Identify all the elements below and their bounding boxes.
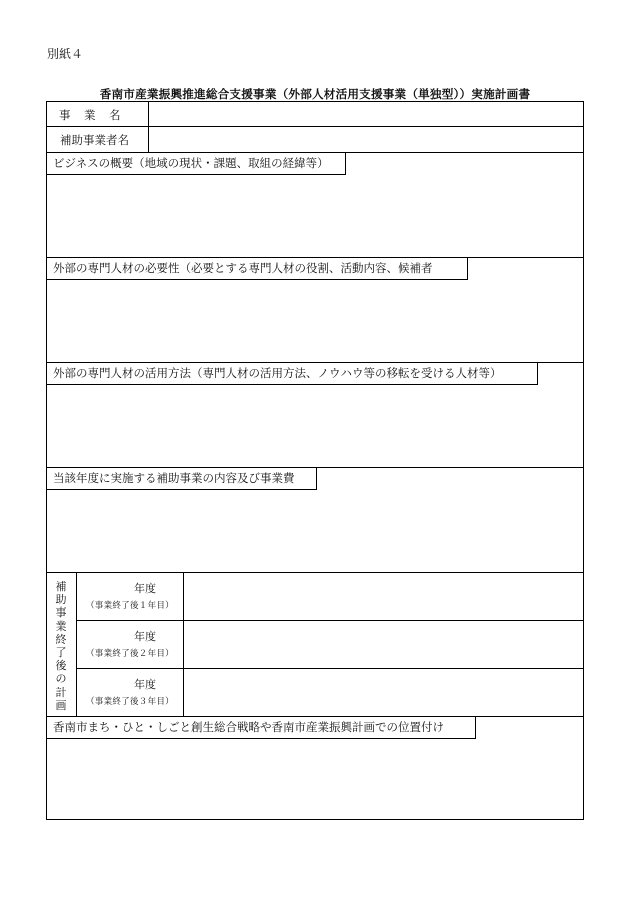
plan-year-3: 年度 bbox=[134, 678, 156, 691]
document-title: 香南市産業振興推進総合支援事業（外部人材活用支援事業（単独型））実施計画書 bbox=[99, 87, 531, 101]
field-label-applicant: 補助事業者名 bbox=[60, 133, 129, 147]
plan-year-2: 年度 bbox=[134, 630, 156, 643]
section-strategy-positioning: 香南市まち・ひと・しごと創生総合戦略や香南市産業振興計画での位置付け bbox=[47, 716, 476, 739]
plan-vertical-label bbox=[47, 580, 75, 710]
section-expert-usage: 外部の専門人材の活用方法（専門人材の活用方法、ノウハウ等の移転を受ける人材等） bbox=[47, 362, 538, 385]
row-divider bbox=[76, 668, 583, 669]
column-divider bbox=[148, 102, 149, 152]
plan-label-text: 補 助 事 業 終 了 後 の 計 画 bbox=[55, 580, 67, 712]
row-divider bbox=[76, 620, 583, 621]
row-divider bbox=[47, 126, 583, 127]
column-divider bbox=[183, 572, 184, 716]
section-business-overview: ビジネスの概要（地域の現状・課題、取組の経緯等） bbox=[47, 152, 346, 175]
section-current-year-project: 当該年度に実施する補助事業の内容及び事業費 bbox=[47, 467, 317, 490]
document-label: 別紙４ bbox=[47, 47, 84, 61]
plan-year-1: 年度 bbox=[134, 582, 156, 595]
plan-year-1-note: （事業終了後１年目） bbox=[85, 601, 174, 611]
plan-year-3-note: （事業終了後３年目） bbox=[85, 697, 174, 707]
plan-form-table bbox=[46, 101, 584, 820]
row-divider bbox=[47, 572, 583, 573]
field-label-business-name: 事 業 名 bbox=[59, 108, 122, 122]
section-expert-necessity: 外部の専門人材の必要性（必要とする専門人材の役割、活動内容、候補者 bbox=[47, 257, 468, 280]
plan-year-2-note: （事業終了後２年目） bbox=[85, 649, 174, 659]
